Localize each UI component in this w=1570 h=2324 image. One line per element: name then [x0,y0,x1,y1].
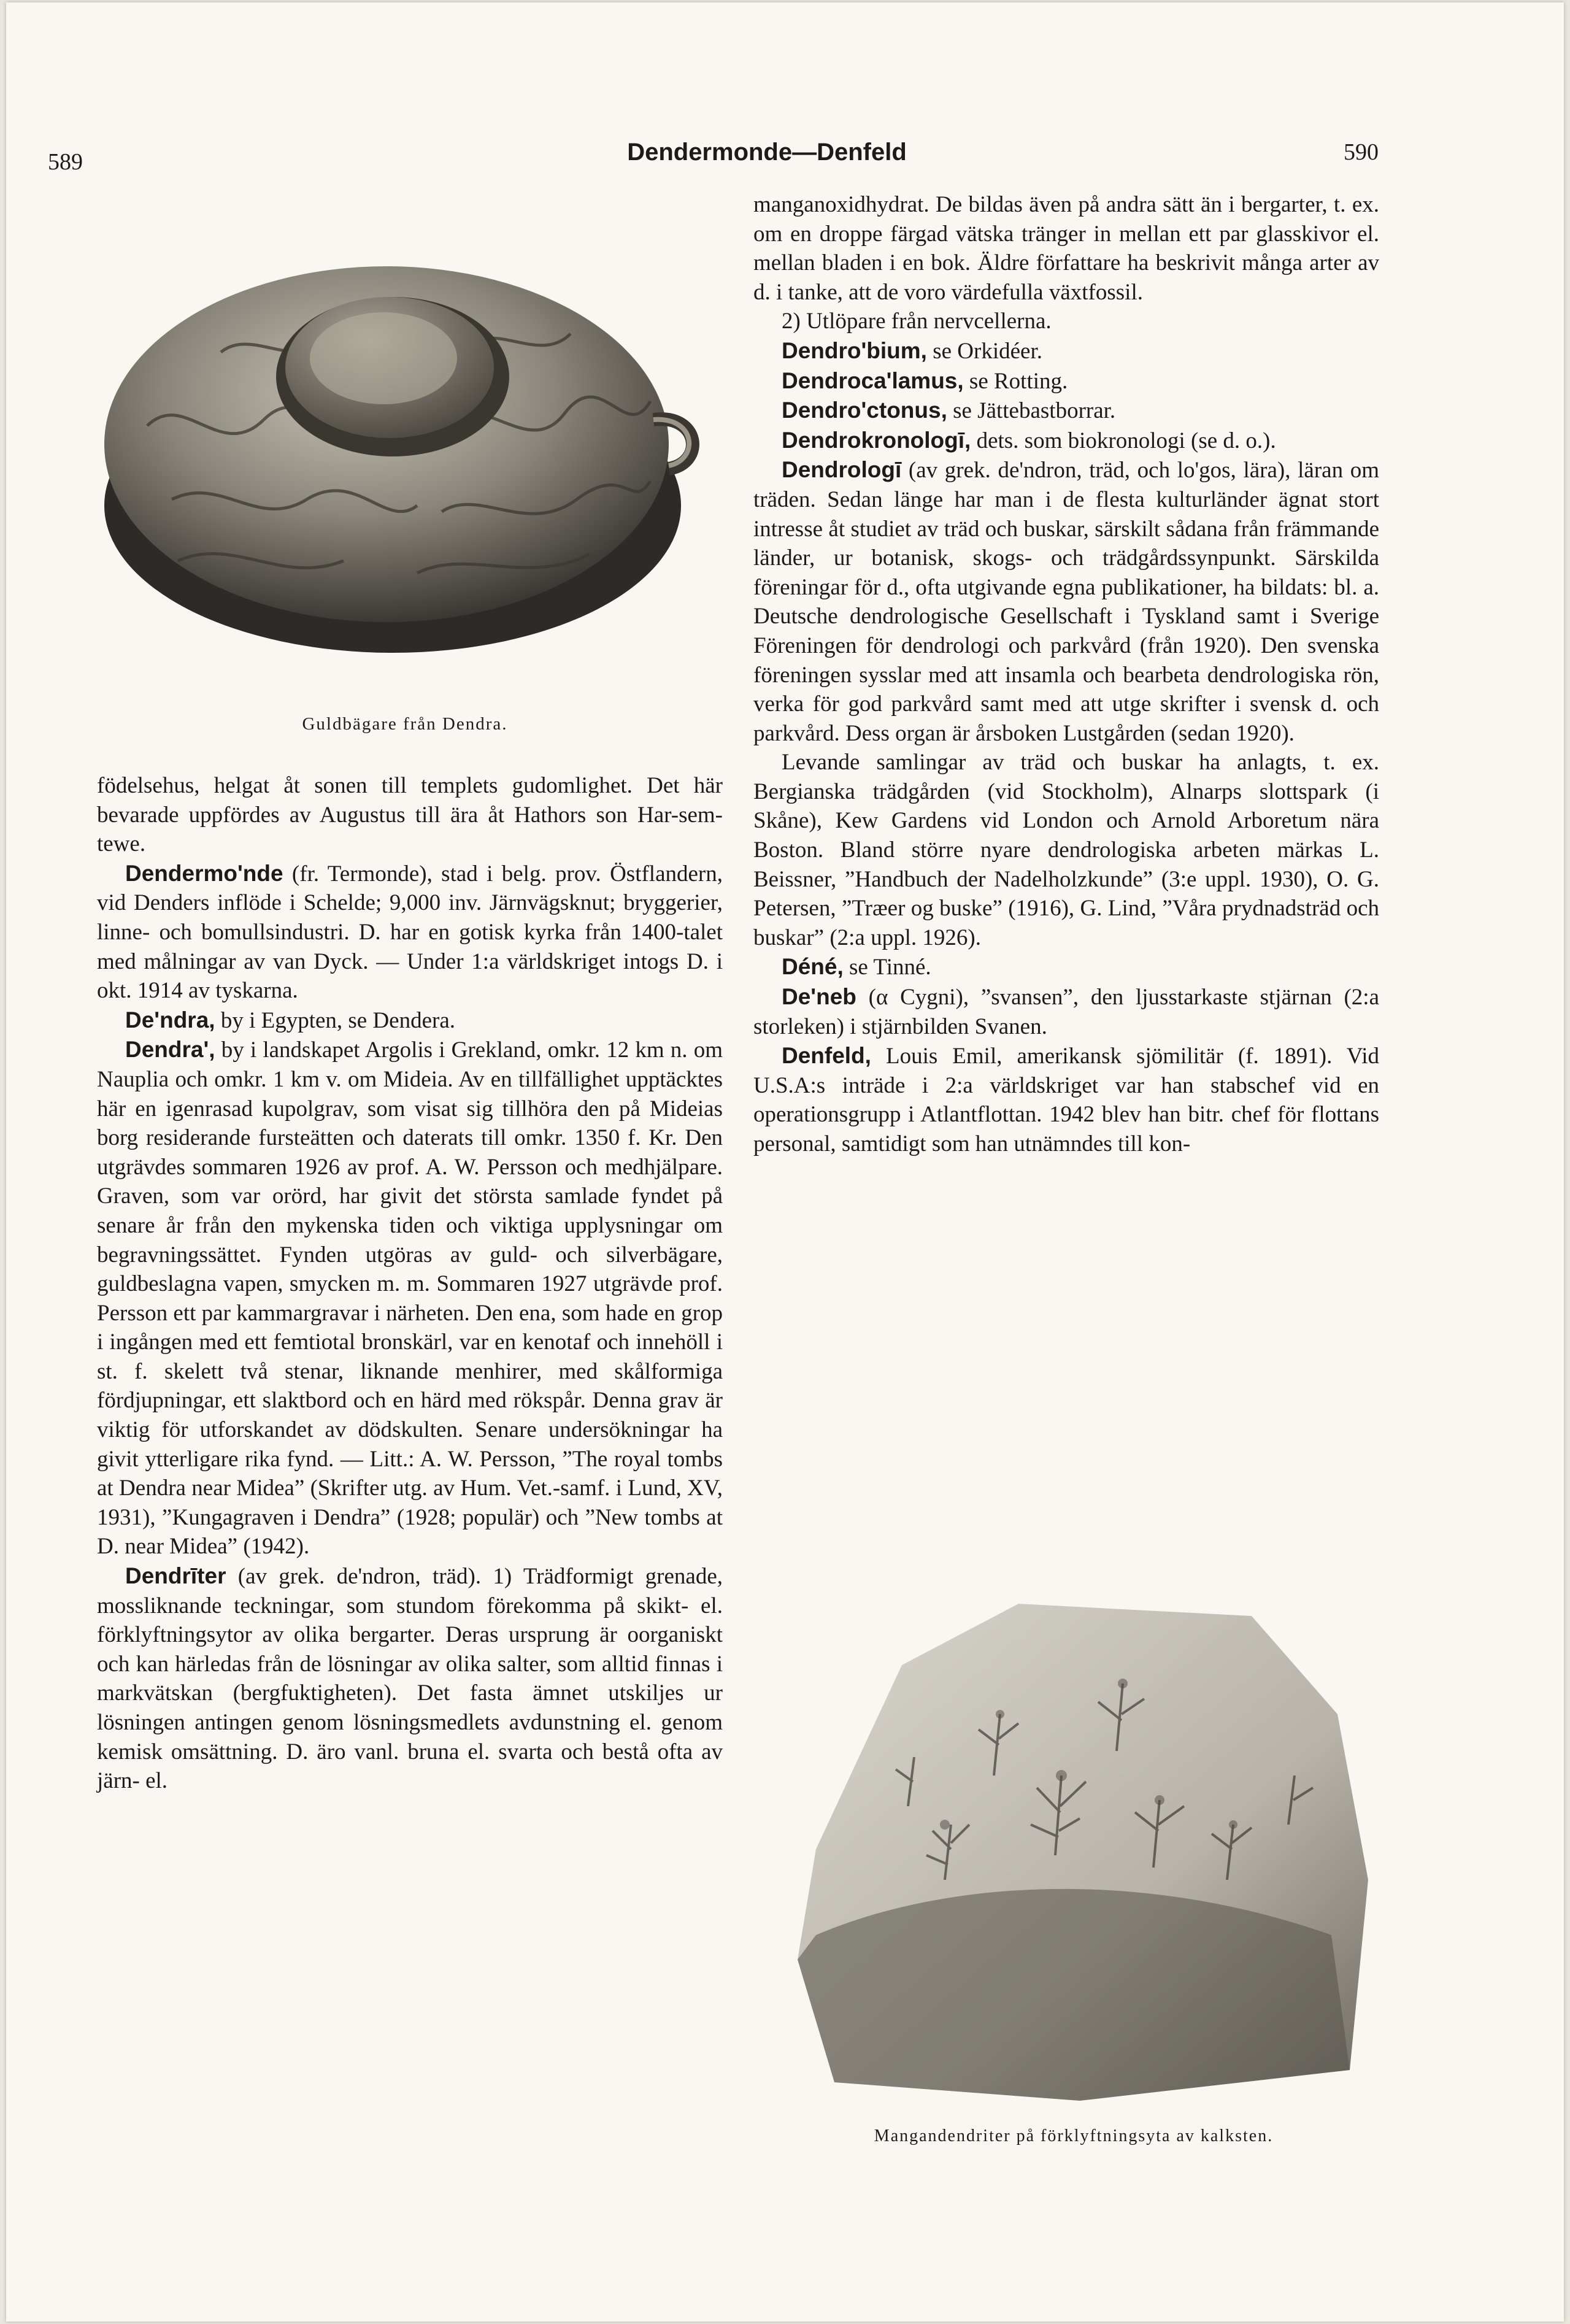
entry-text: Louis Emil, amerikansk sjömilitär (f. 1891). Vid U.S.A:s inträde i 2:a världskriget var han stabschef vid en operationsgrupp i Atlantflottan. 1942 blev han bitr. chef för flottans personal, samtidigt som han utnämndes till kon- [753,1044,1379,1156]
entry-dendra [97,1035,723,1561]
headword: Dendrokronologī, [782,427,971,453]
entry-text: by i Egypten, se Dendera. [220,1007,456,1033]
gold-cup-photo [98,242,712,671]
headword: Denfeld, [782,1043,871,1069]
entry-text: by i landskapet Argolis i Grekland, omkr. 12 km n. om Nauplia och omkr. 1 km v. om Mideia. Av en tillfällighet upptäcktes här en igenrasad kupolgrav, som visat sig tillhöra den på Mideias borg residerande fursteätten och daterats till omkr. 1350 f. Kr. Den utgrävdes sommaren 1926 av prof. A. W. Persson och medhjälpare. Graven, som var orörd, har givit det största samlade fyndet på senare år från den mykenska tiden och viktiga upplysningar om begravningssättet. Fynden utgöras av guld- och silverbägare, guldbeslagna vapen, smycken m. m. Sommaren 1927 utgrävde prof. Persson ett par kammargravar i närheten. Den ena, som hade en grop i ingången med ett femtiotal bronskärl, var en kenotaf och innehöll i st. f. skelett två stenar, liknande menhirer, med skålformiga fördjupningar, ett slaktbord och en härd med rökspår. Denna grav är viktig för utforskandet av dödskulten. Senare undersökningar ha givit ytterligare rika fynd. — Litt.: A. W. Persson, ”The royal tombs at Dendra near Midea” (Skrifter utg. av Hum. Vet.-samf. i Lund, XV, 1931), ”Kungagraven i Dendra” (1928; populär) och ”New tombs at D. near Midea” (1942). [97,1037,723,1560]
page-number-left: 589 [48,149,83,175]
entry-dendrokronologi [753,426,1379,456]
dendrite-stone-photo [761,1591,1387,2107]
entry-text: dets. som biokronologi (se d. o.). [976,428,1276,453]
entry-text: se Orkidéer. [933,338,1042,364]
entry-text: se Jättebastborrar. [953,398,1116,424]
headword: De'ndra, [125,1007,215,1033]
gold-cup-caption: Guldbägare från Dendra. [302,714,508,734]
paragraph: 2) Utlöpare från nervcellerna. [782,309,1052,334]
headword: Dendrīter [125,1563,226,1589]
entry-dendrocalamus [753,366,1379,396]
headword: Dendroca'lamus, [782,367,964,393]
entry-dendrologi [753,455,1379,748]
headword: Déné, [782,954,844,980]
paragraph: manganoxidhydrat. De bildas även på andra sätt än i bergarter, t. ex. om en droppe färgad vätska tränger in mellan ett par glasskivor el. mellan bladen i en bok. Äldre författare ha beskrivit många arter av d. i tanke, att de voro värdefulla växtfossil. [753,192,1379,305]
headword: Dendrologī [782,457,902,483]
entry-dendroctonus [753,396,1379,426]
page [6,2,1564,2322]
page-title: Dendermonde—Denfeld [627,139,907,166]
entry-text: (α Cygni), ”svansen”, den ljusstarkaste stjärnan (2:a storleken) i stjärnbilden Svanen. [753,985,1380,1039]
page-number-right: 590 [1344,139,1379,165]
dendrite-stone-caption: Mangandendriter på förklyftningsyta av kalksten. [874,2126,1274,2145]
entry-text: se Tinné. [849,955,931,980]
paragraph: Levande samlingar av träd och buskar ha anlagts, t. ex. Bergianska trädgården (vid Stockholm), Alnarps slottspark (i Skåne), Kew Gardens vid London och Arnold Arboretum nära Boston. Bland större nyare dendrologiska arbeten märkas L. Beissner, ”Handbuch der Nadelholzkunde” (3:e uppl. 1930), O. G. Petersen, ”Træer og buske” (1916), G. Lind, ”Våra prydnadsträd och buskar” (2:a uppl. 1926). [753,750,1379,950]
entry-dendriter [97,1561,723,1796]
headword: Dendro'ctonus, [782,398,947,423]
entry-text: se Rotting. [969,368,1068,394]
entry-text: (av grek. de'ndron, träd). 1) Trädformigt grenade, mossliknande teckningar, som stundom förekomma på skikt- el. förklyftningsytor av olika bergarter. Deras ursprung är oorganiskt och kan härledas från de lösningar av olika salter, som alltid finnas i markvätskan (bergfuktigheten). Det fasta ämnet utskiljes ur lösningen antingen genom lösningsmedlets avdunstning el. genom kemisk omsättning. D. äro vanl. bruna el. svarta och bestå ofta av järn- el. [97,1564,723,1794]
entry-dendrobium [753,336,1379,366]
headword: Dendermo'nde [125,860,283,886]
entry-deneb [753,982,1379,1041]
entry-dendera [97,1006,723,1036]
entry-dene [753,952,1379,982]
left-column [97,771,723,1796]
paragraph: födelsehus, helgat åt sonen till templets gudomlighet. Det här bevarade uppfördes av Augustus till ära åt Hathors son Har-sem-tewe. [97,773,723,857]
right-column [753,190,1379,1159]
headword: De'neb [782,984,856,1010]
entry-text: (av grek. de'ndron, träd, och lo'gos, lära), läran om träden. Sedan länge har man i de flesta kulturländer ägnat stort intresse åt studiet av träd och buskar, särskilt sådana från främmande länder, ur botanisk, skogs- och trädgårdssynpunkt. Särskilda föreningar för d., ofta utgivande egna publikationer, ha bildats: bl. a. Deutsche dendrologische Gesellschaft i Tyskland samt i Sverige Föreningen för dendrologi och parkvård (från 1920). Den svenska föreningen sysslar med att insamla och bearbeta dendrologiska rön, verka för god parkvård samt med att utge skrifter i svensk d. och parkvård. Dess organ är årsboken Lustgården (sedan 1920). [753,458,1380,746]
headword: Dendra', [125,1037,215,1063]
entry-text: (fr. Termonde), stad i belg. prov. Östflandern, vid Denders inflöde i Schelde; 9,000 inv. Järnvägsknut; bryggerier, linne- och bomullsindustri. D. har en gotisk kyrka från 1400-talet med målningar av van Dyck. — Under 1:a världskriget intogs D. i okt. 1914 av tyskarna. [97,861,723,1004]
headword: Dendro'bium, [782,337,927,363]
entry-denfeld [753,1041,1379,1158]
entry-dendermonde [97,859,723,1006]
